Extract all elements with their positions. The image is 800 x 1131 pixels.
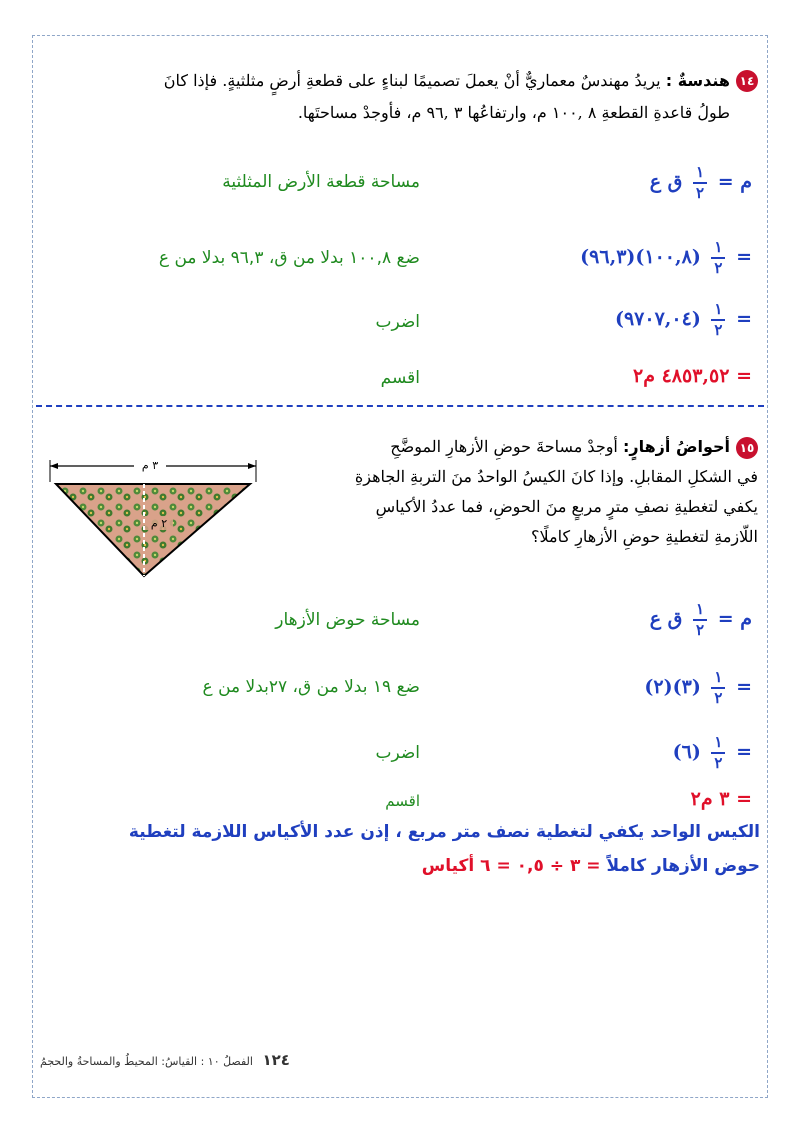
problem-15-line2: في الشكلِ المقابلِ. وإذا كانَ الكيسُ الواحدُ منَ التربةِ الجاهزةِ xyxy=(354,467,758,486)
sol15-row4-note: اقسم xyxy=(385,792,420,810)
problem-15-line3: يكفي لتغطيةِ نصفِ مترٍ مربعٍ منَ الحوضِ، فما عددُ الأكياسِ xyxy=(375,497,758,516)
section-divider xyxy=(36,405,764,407)
fraction-half: $\frac{١}{٢}$ xyxy=(711,670,725,706)
problem-14-line1 xyxy=(164,66,730,95)
sol15-row2-note: ضع ١٩ بدلا من ق، ٢٧بدلا من ع xyxy=(202,677,420,697)
sol15-row3-note: اضرب xyxy=(375,743,420,763)
page-footer xyxy=(40,1051,290,1069)
sol14-row2-eq: = $\frac{١}{٢}$ (١٠٠,٨)(٩٦,٣) xyxy=(580,238,752,277)
problem-15-title: أحواضُ أزهارٍ: xyxy=(622,437,730,456)
conclusion-prefix: حوض الأزهار كاملاً xyxy=(606,856,760,876)
problem-15-line4: اللّازمةِ لتغطيةِ حوضِ الأزهارِ كاملًا؟ xyxy=(531,527,758,546)
fraction-half: $\frac{١}{٢}$ xyxy=(693,165,707,201)
sol15-row2-eq: = $\frac{١}{٢}$ (٣)(٢) xyxy=(644,668,752,707)
sol14-row4-eq: = ٤٨٥٣,٥٢ م٢ xyxy=(632,365,752,387)
problem-15-badge: ١٥ xyxy=(736,437,758,459)
sol14-row1-eq: م = $\frac{١}{٢}$ ق ع xyxy=(649,163,752,202)
sol15-row3-eq: = $\frac{١}{٢}$ (٦) xyxy=(672,733,752,772)
sol15-row1-eq: م = $\frac{١}{٢}$ ق ع xyxy=(649,600,752,639)
fraction-half: $\frac{١}{٢}$ xyxy=(711,240,725,276)
height-label: ٢ م xyxy=(150,517,168,530)
problem-14-text1: يريدُ مهندسٌ معماريٌّ أنْ يعملَ تصميمًا لبناءٍ على قطعةِ أرضٍ مثلثيةٍ. فإذا كانَ xyxy=(163,71,661,90)
conclusion-line2 xyxy=(422,856,760,876)
conclusion-result: = ٣ ÷ ٠,٥ = ٦ أكياس xyxy=(421,856,601,876)
sol14-row2-note: ضع ١٠٠,٨ بدلا من ق، ٩٦,٣ بدلا من ع xyxy=(158,248,420,268)
sol15-row4-eq: = ٣ م٢ xyxy=(690,788,752,810)
conclusion-line1: الكيس الواحد يكفي لتغطية نصف متر مربع ، إذن عدد الأكياس اللازمة لتغطية xyxy=(128,822,760,842)
base-label: ٣ م xyxy=(141,459,159,472)
problem-14-title: هندسةٌ : xyxy=(665,71,730,90)
chapter-label: الفصلُ ١٠ : القياسُ: المحيطُ والمساحةُ والحجمُ xyxy=(40,1055,253,1068)
problem-15-text1: أوجدْ مساحةَ حوضِ الأزهارِ الموضَّحِ xyxy=(390,437,618,456)
sol15-row1-note: مساحة حوض الأزهار xyxy=(275,610,420,630)
fraction-half: $\frac{١}{٢}$ xyxy=(711,735,725,771)
sol14-row4-note: اقسم xyxy=(380,368,420,388)
flower-bed-figure xyxy=(42,438,262,583)
sol14-row3-note: اضرب xyxy=(375,312,420,332)
problem-14-line2: طولُ قاعدةِ القطعةِ ٨ ,١٠٠ م، وارتفاعُها ٣ ,٩٦ م، فأوجدْ مساحتَها. xyxy=(297,103,730,122)
sol14-row1-note: مساحة قطعة الأرض المثلثية xyxy=(222,172,420,192)
page-number: ١٢٤ xyxy=(262,1051,290,1069)
fraction-half: $\frac{١}{٢}$ xyxy=(693,602,707,638)
fraction-half: $\frac{١}{٢}$ xyxy=(711,302,725,338)
problem-15-line1 xyxy=(390,432,730,461)
sol14-row3-eq: = $\frac{١}{٢}$ (٩٧٠٧,٠٤) xyxy=(614,300,752,339)
problem-14-badge: ١٤ xyxy=(736,70,758,92)
